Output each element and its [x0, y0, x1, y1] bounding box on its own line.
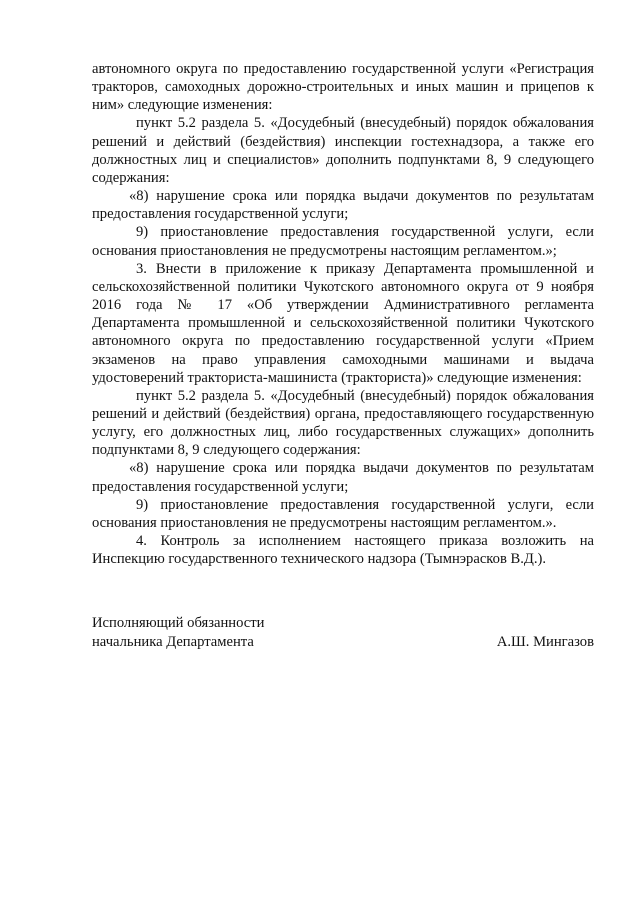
document-body — [92, 60, 594, 568]
paragraph-point-5-2-second: пункт 5.2 раздела 5. «Досудебный (внесудебный) порядок обжалования решений и действий (бездействия) органа, предоставляющего государственную услугу, его должностных лиц, либо государственных служащих» дополнить подпунктами 8, 9 следующего содержания: — [92, 387, 594, 459]
paragraph-point-5-2-first: пункт 5.2 раздела 5. «Досудебный (внесудебный) порядок обжалования решений и действий (бездействия) инспекции гостехнадзора, а также его должностных лиц и специалистов» дополнить подпунктами 8, 9 следующего содержания: — [92, 115, 594, 186]
paragraph-subpoint-9-second: 9) приостановление предоставления государственной услуги, если основания приостановления не предусмотрены настоящим регламентом.». — [92, 496, 594, 531]
signature-row — [92, 633, 594, 652]
paragraph-subpoint-9-first: 9) приостановление предоставления государственной услуги, если основания приостановления не предусмотрены настоящим регламентом.»; — [92, 224, 594, 259]
signature-position-line2: начальника Департамента — [92, 633, 254, 650]
signatory-name: А.Ш. Мингазов — [496, 633, 594, 650]
signature-block — [92, 614, 594, 651]
paragraph-item-4: 4. Контроль за исполнением настоящего приказа возложить на Инспекцию государственного технического надзора (Тымнэрасков В.Д.). — [92, 533, 594, 568]
paragraph-subpoint-8-first: «8) нарушение срока или порядка выдачи документов по результатам предоставления государственной услуги; — [92, 188, 594, 223]
paragraph-continuation-regulation: автономного округа по предоставлению государственной услуги «Регистрация тракторов, самоходных дорожно-строительных и иных машин и прицепов к ним» следующие изменения: — [92, 61, 594, 114]
paragraph-item-3: 3. Внести в приложение к приказу Департамента промышленной и сельскохозяйственной политики Чукотского автономного округа от 9 ноября 2016 года № 17 «Об утверждении Административного регламента Департамента промышленной и сельскохозяйственной политики Чукотского автономного округа по предоставлению государственной услуги «Прием экзаменов на право управления самоходными машинами и выдача удостоверений тракториста-машиниста (тракториста)» следующие изменения: — [92, 260, 594, 386]
paragraph-subpoint-8-second: «8) нарушение срока или порядка выдачи документов по результатам предоставления государственной услуги; — [92, 460, 594, 495]
signature-position-line1: Исполняющий обязанности — [92, 615, 265, 631]
